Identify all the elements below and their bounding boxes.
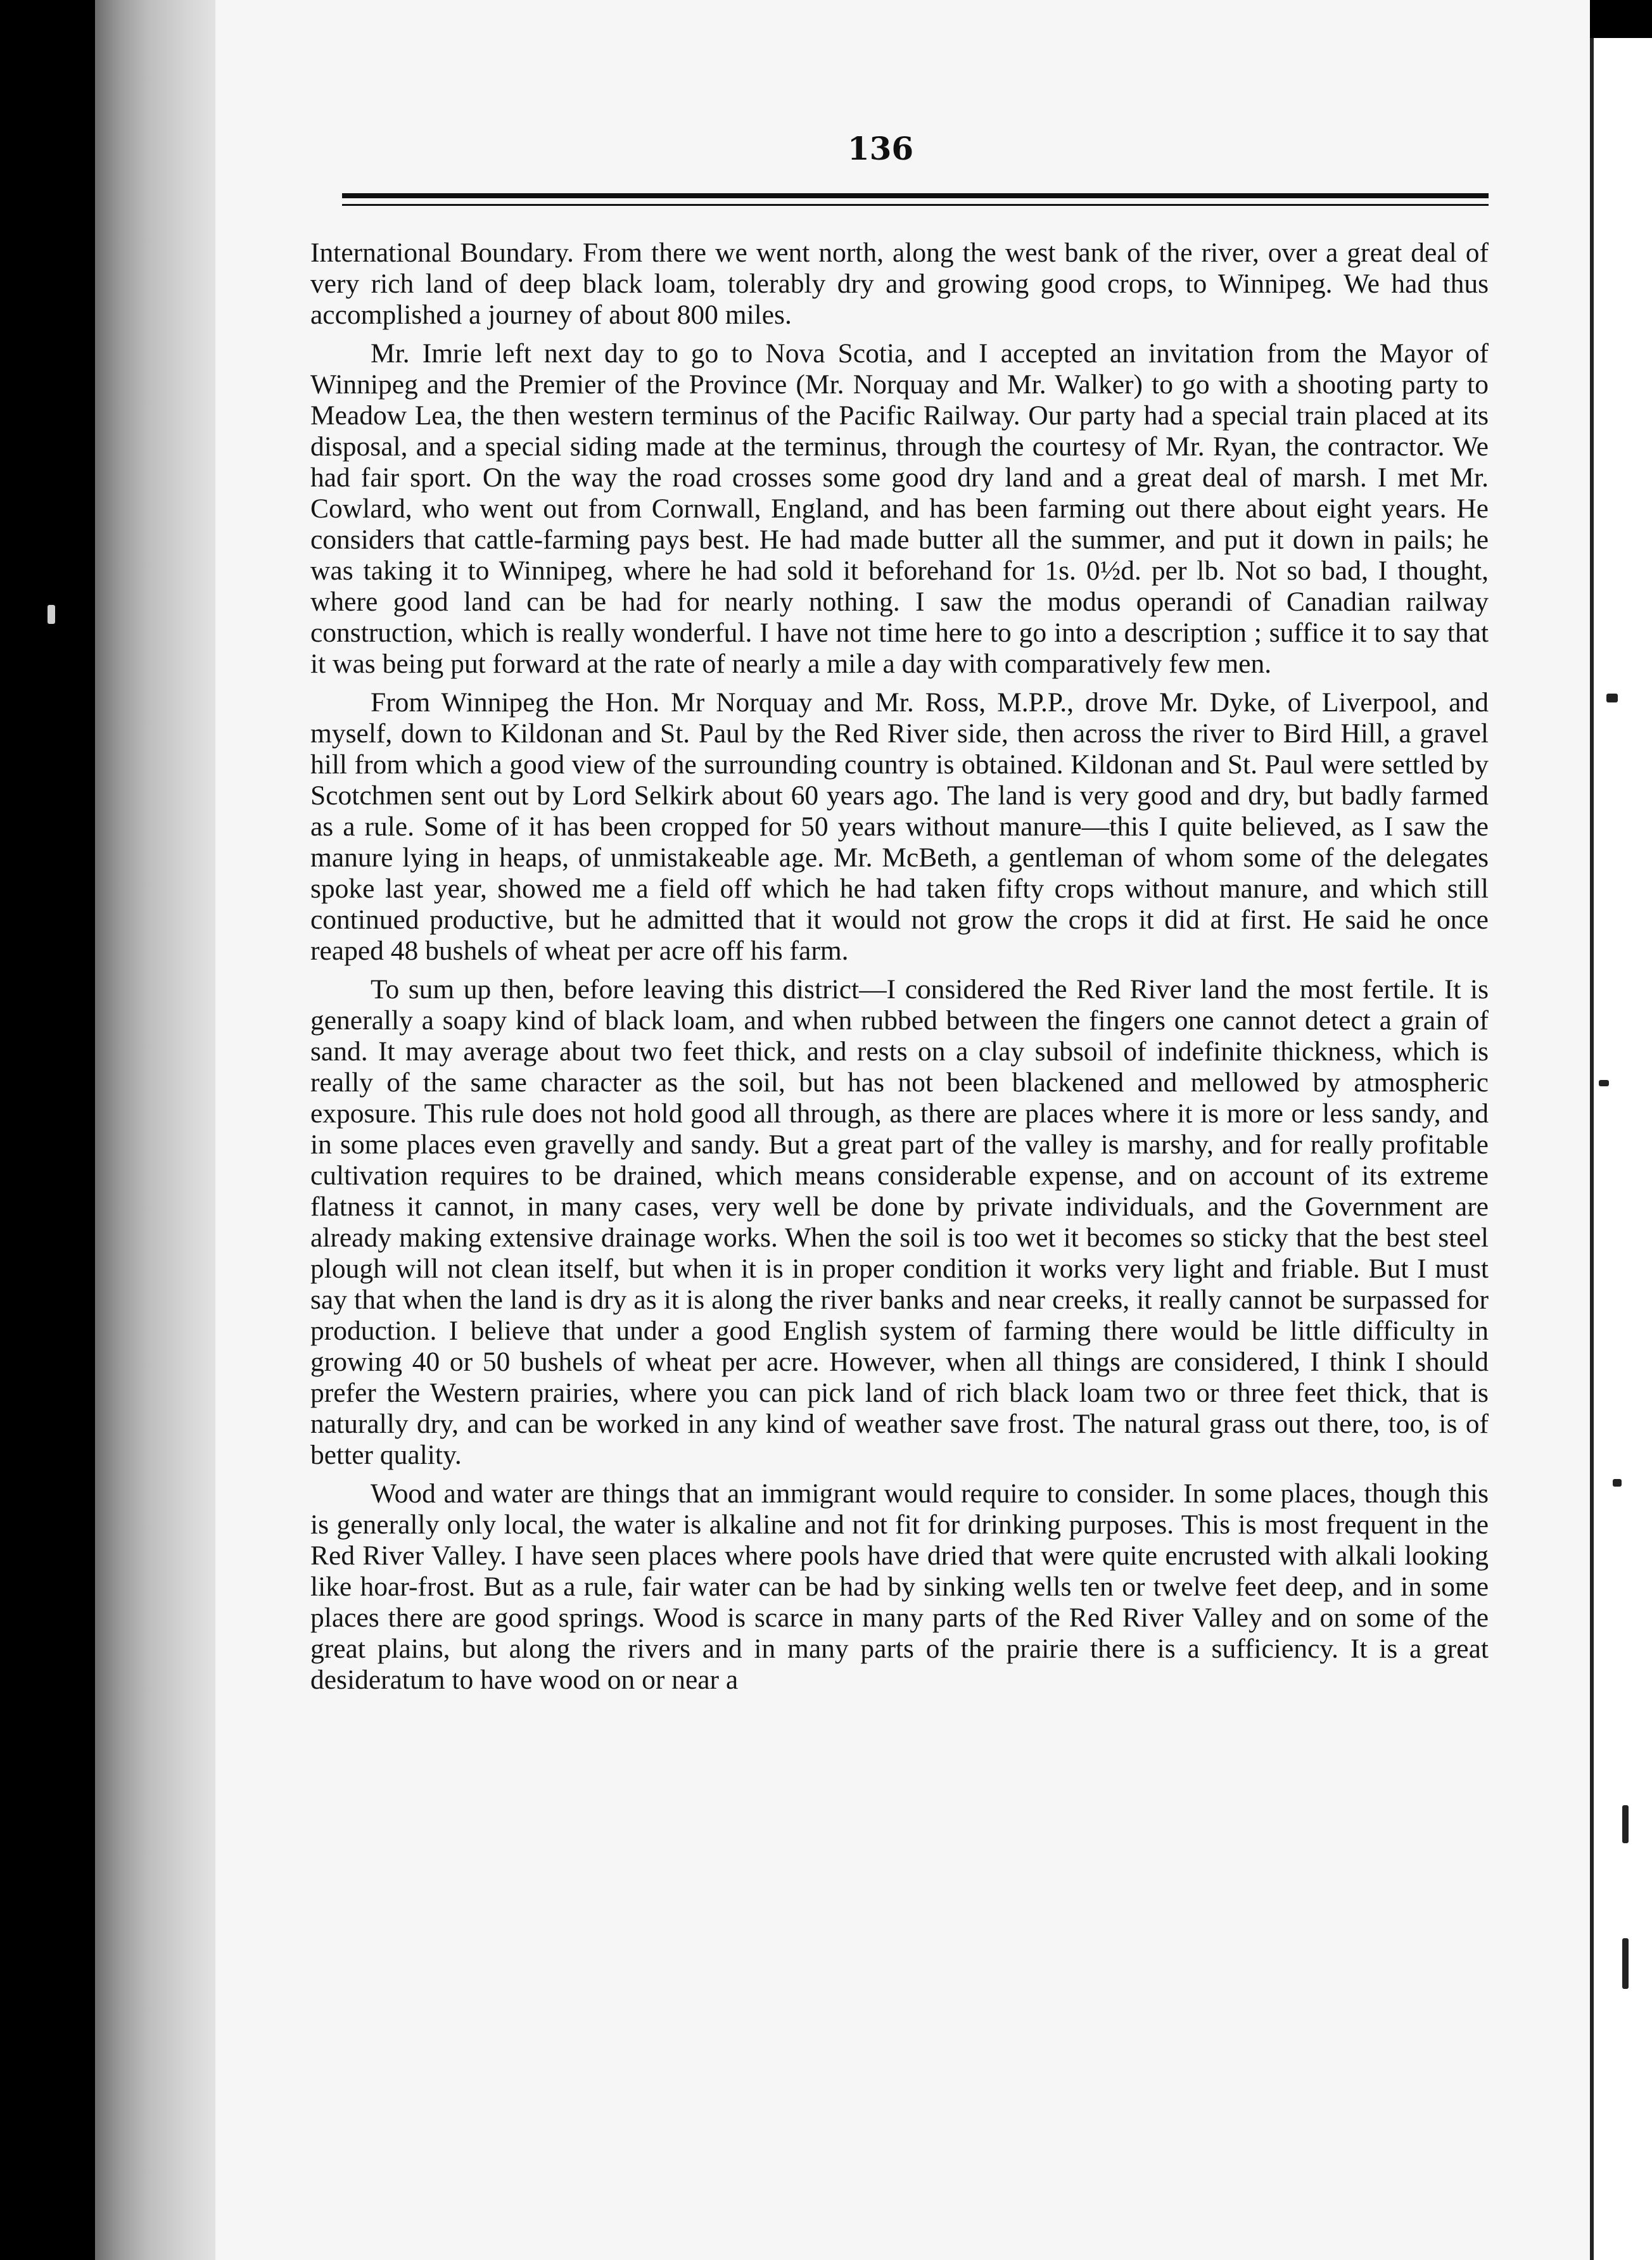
scan-speck — [1622, 1805, 1629, 1843]
paragraph: Wood and water are things that an immigrant would require to consider. In some places, though this is generally only local, the water is alkaline and not fit for drinking purposes. This is most frequent in the Red River Valley. I have seen places where pools have dried that were quite encrusted with alkali looking like hoar-frost. But as a rule, fair water can be had by sinking wells ten or twelve feet deep, and in some places there are good springs. Wood is scarce in many parts of the Red River Valley and on some of the great plains, but along the rivers and in many parts of the prairie there is a sufficiency. It is a great desideratum to have wood on or near a — [310, 1478, 1489, 1695]
next-page-edge — [1590, 38, 1652, 2260]
scan-speck — [1613, 1479, 1622, 1487]
book-spine-edge — [95, 0, 228, 2260]
scan-speck — [1599, 1080, 1609, 1086]
page-number: 136 — [847, 130, 914, 167]
scan-speck — [48, 605, 55, 624]
body-text — [310, 238, 1489, 1703]
paragraph: From Winnipeg the Hon. Mr Norquay and Mr. Ross, M.P.P., drove Mr. Dyke, of Liverpool, and myself, down to Kildonan and St. Paul by the Red River side, then across the river to Bird Hill, a gravel hill from which a good view of the surrounding country is obtained. Kildonan and St. Paul were settled by Scotchmen sent out by Lord Selkirk about 60 years ago. The land is very good and dry, but badly farmed as a rule. Some of it has been cropped for 50 years without manure—this I quite believed, as I saw the manure lying in heaps, of unmistakeable age. Mr. McBeth, a gentleman of whom some of the delegates spoke last year, showed me a field off which he had taken fifty crops without manure, and which still continued productive, but he admitted that it would not grow the crops it did at first. He said he once reaped 48 bushels of wheat per acre off his farm. — [310, 687, 1489, 966]
header-rule-thin — [342, 204, 1489, 206]
book-page — [215, 0, 1590, 2260]
scan-speck — [1622, 1938, 1629, 1989]
paragraph: To sum up then, before leaving this district—I considered the Red River land the most fertile. It is generally a soapy kind of black loam, and when rubbed between the fingers one cannot detect a grain of sand. It may average about two feet thick, and rests on a clay subsoil of indefinite thickness, which is really of the same character as the soil, but has not been blackened and mellowed by atmospheric exposure. This rule does not hold good all through, as there are places where it is more or less sandy, and in some places even gravelly and sandy. But a great part of the valley is marshy, and for really profitable cultivation requires to be drained, which means considerable expense, and on account of its extreme flatness it cannot, in many cases, very well be done by private individuals, and the Government are already making extensive drainage works. When the soil is too wet it becomes so sticky that the best steel plough will not clean itself, but when it is in proper condition it works very light and friable. But I must say that when the land is dry as it is along the river banks and near creeks, it really cannot be surpassed for production. I believe that under a good English system of farming there would be little difficulty in growing 40 or 50 bushels of wheat per acre. However, when all things are considered, I think I should prefer the Western prairies, where you can pick land of rich black loam two or three feet thick, that is naturally dry, and can be worked in any kind of weather save frost. The natural grass out there, too, is of better quality. — [310, 974, 1489, 1470]
paragraph: Mr. Imrie left next day to go to Nova Scotia, and I accepted an invitation from the Mayor of Winnipeg and the Premier of the Province (Mr. Norquay and Mr. Walker) to go with a shooting party to Meadow Lea, the then western terminus of the Pacific Railway. Our party had a special train placed at its disposal, and a special siding made at the terminus, through the courtesy of Mr. Ryan, the contractor. We had fair sport. On the way the road crosses some good dry land and a great deal of marsh. I met Mr. Cowlard, who went out from Cornwall, England, and has been farming out there about eight years. He considers that cattle-farming pays best. He had made butter all the summer, and put it down in pails; he was taking it to Winnipeg, where he had sold it beforehand for 1s. 0½d. per lb. Not so bad, I thought, where good land can be had for nearly nothing. I saw the modus operandi of Canadian railway construction, which is really wonderful. I have not time here to go into a description ; suffice it to say that it was being put forward at the rate of nearly a mile a day with comparatively few men. — [310, 338, 1489, 679]
scan-speck — [1606, 694, 1618, 702]
header-rule-thick — [342, 193, 1489, 198]
paragraph: International Boundary. From there we went north, along the west bank of the river, over a great deal of very rich land of deep black loam, tolerably dry and growing good crops, to Winnipeg. We had thus accomplished a journey of about 800 miles. — [310, 238, 1489, 330]
